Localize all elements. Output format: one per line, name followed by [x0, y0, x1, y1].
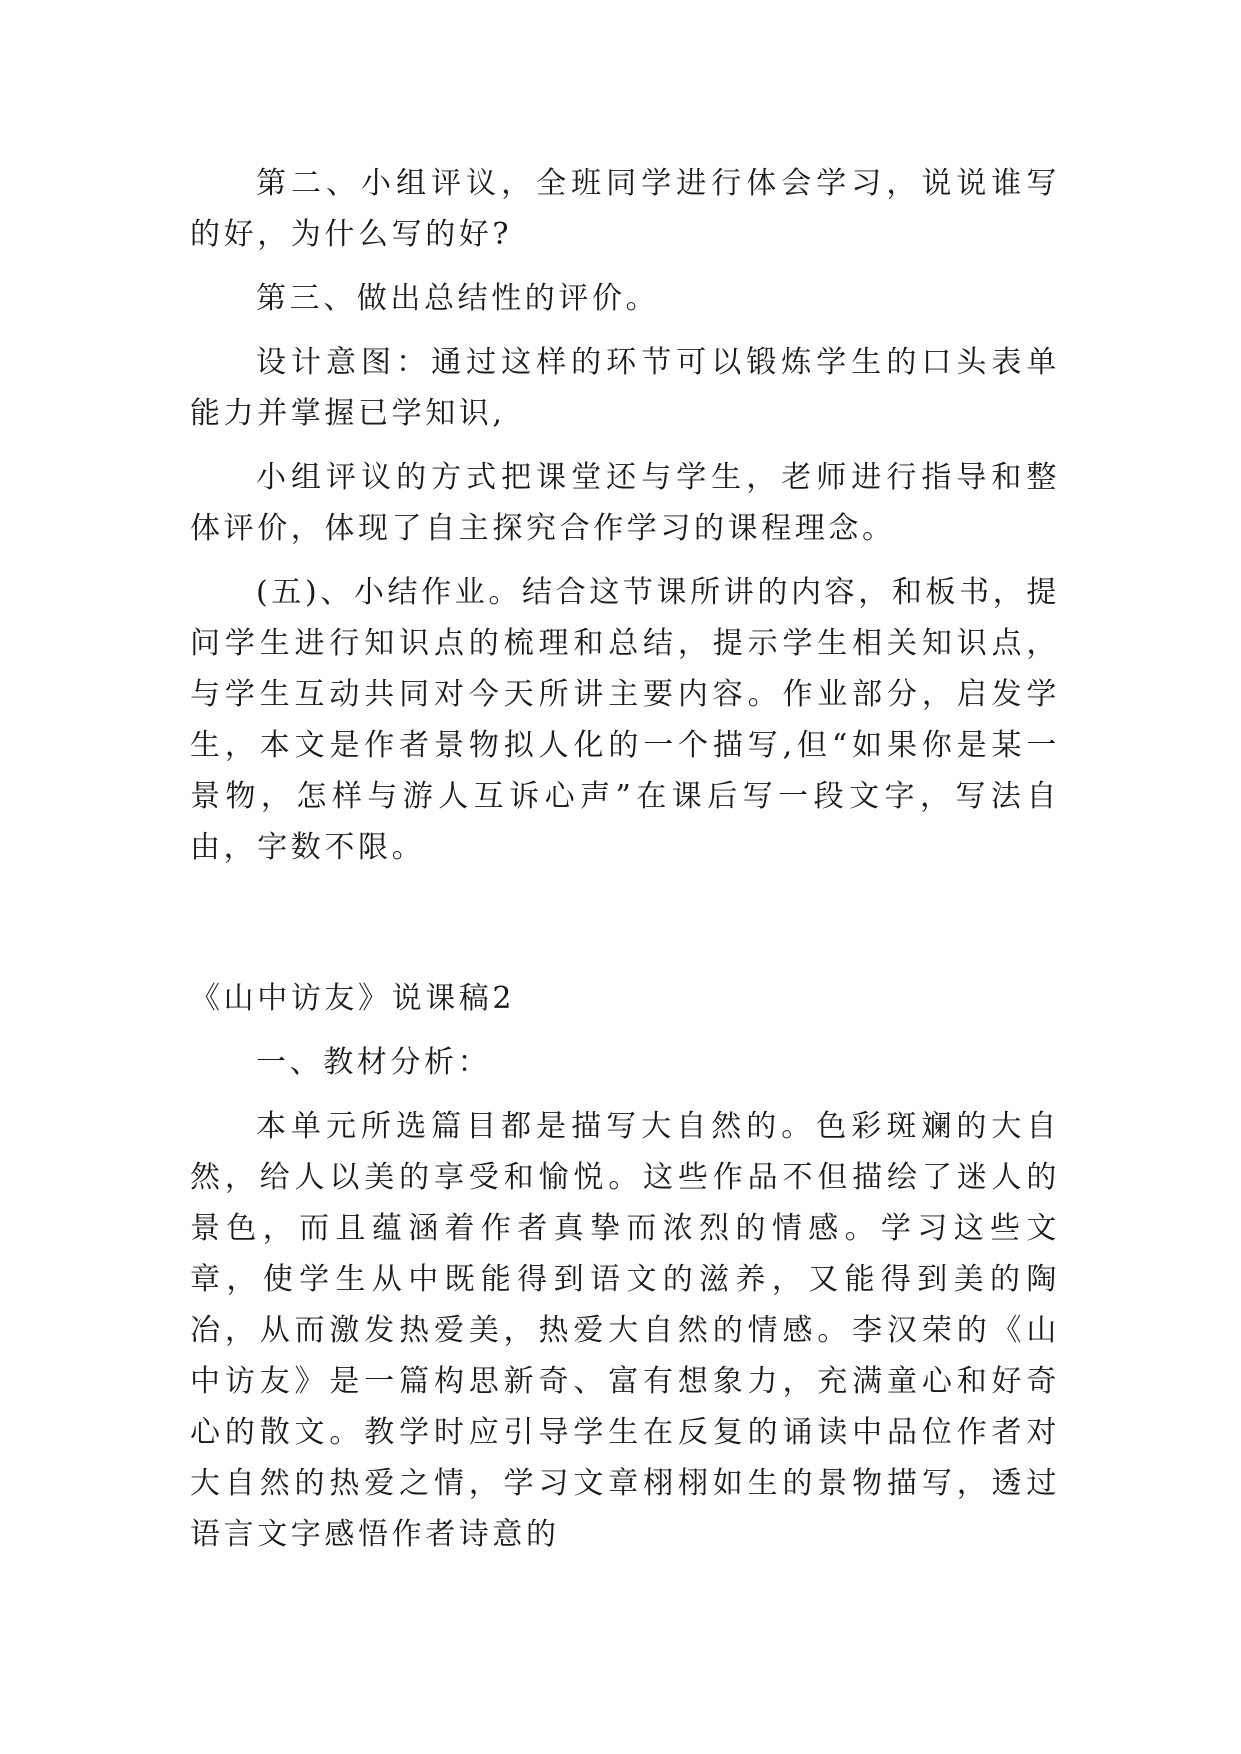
- paragraph-design-intent: 设计意图：通过这样的环节可以锻炼学生的口头表单能力并掌握已学知识,: [190, 345, 1060, 431]
- heading-textbook-analysis: 一、教材分析：: [256, 1045, 492, 1080]
- section-spacer: [190, 886, 1060, 973]
- section-title: 《山中访友》说课稿2: [190, 981, 516, 1016]
- document-body: [190, 158, 1060, 1573]
- paragraph-group-evaluation: 第二、小组评议，全班同学进行体会学习，说说谁写的好，为什么写的好?: [190, 166, 1060, 252]
- paragraph-summary-homework: (五)、小结作业。结合这节课所讲的内容，和板书，提问学生进行知识点的梳理和总结，提示学生相关知识点，与学生互动共同对今天所讲主要内容。作业部分，启发学生，本文是作者景物拟人化的一个描写,但“如果你是某一景物，怎样与游人互诉心声”在课后写一段文字，写法自由，字数不限。: [190, 575, 1060, 865]
- paragraph-textbook-analysis: 本单元所选篇目都是描写大自然的。色彩斑斓的大自然，给人以美的享受和愉悦。这些作品不但描绘了迷人的景色，而且蕴涵着作者真挚而浓烈的情感。学习这些文章，使学生从中既能得到语文的滋养，又能得到美的陶冶，从而激发热爱美，热爱大自然的情感。李汉荣的《山中访友》是一篇构思新奇、富有想象力，充满童心和好奇心的散文。教学时应引导学生在反复的诵读中品位作者对大自然的热爱之情，学习文章栩栩如生的景物描写，透过语言文字感悟作者诗意的: [190, 1109, 1060, 1552]
- paragraph-summary-evaluation: 第三、做出总结性的评价。: [256, 281, 660, 316]
- paragraph-group-review: 小组评议的方式把课堂还与学生，老师进行指导和整体评价，体现了自主探究合作学习的课程理念。: [190, 460, 1060, 546]
